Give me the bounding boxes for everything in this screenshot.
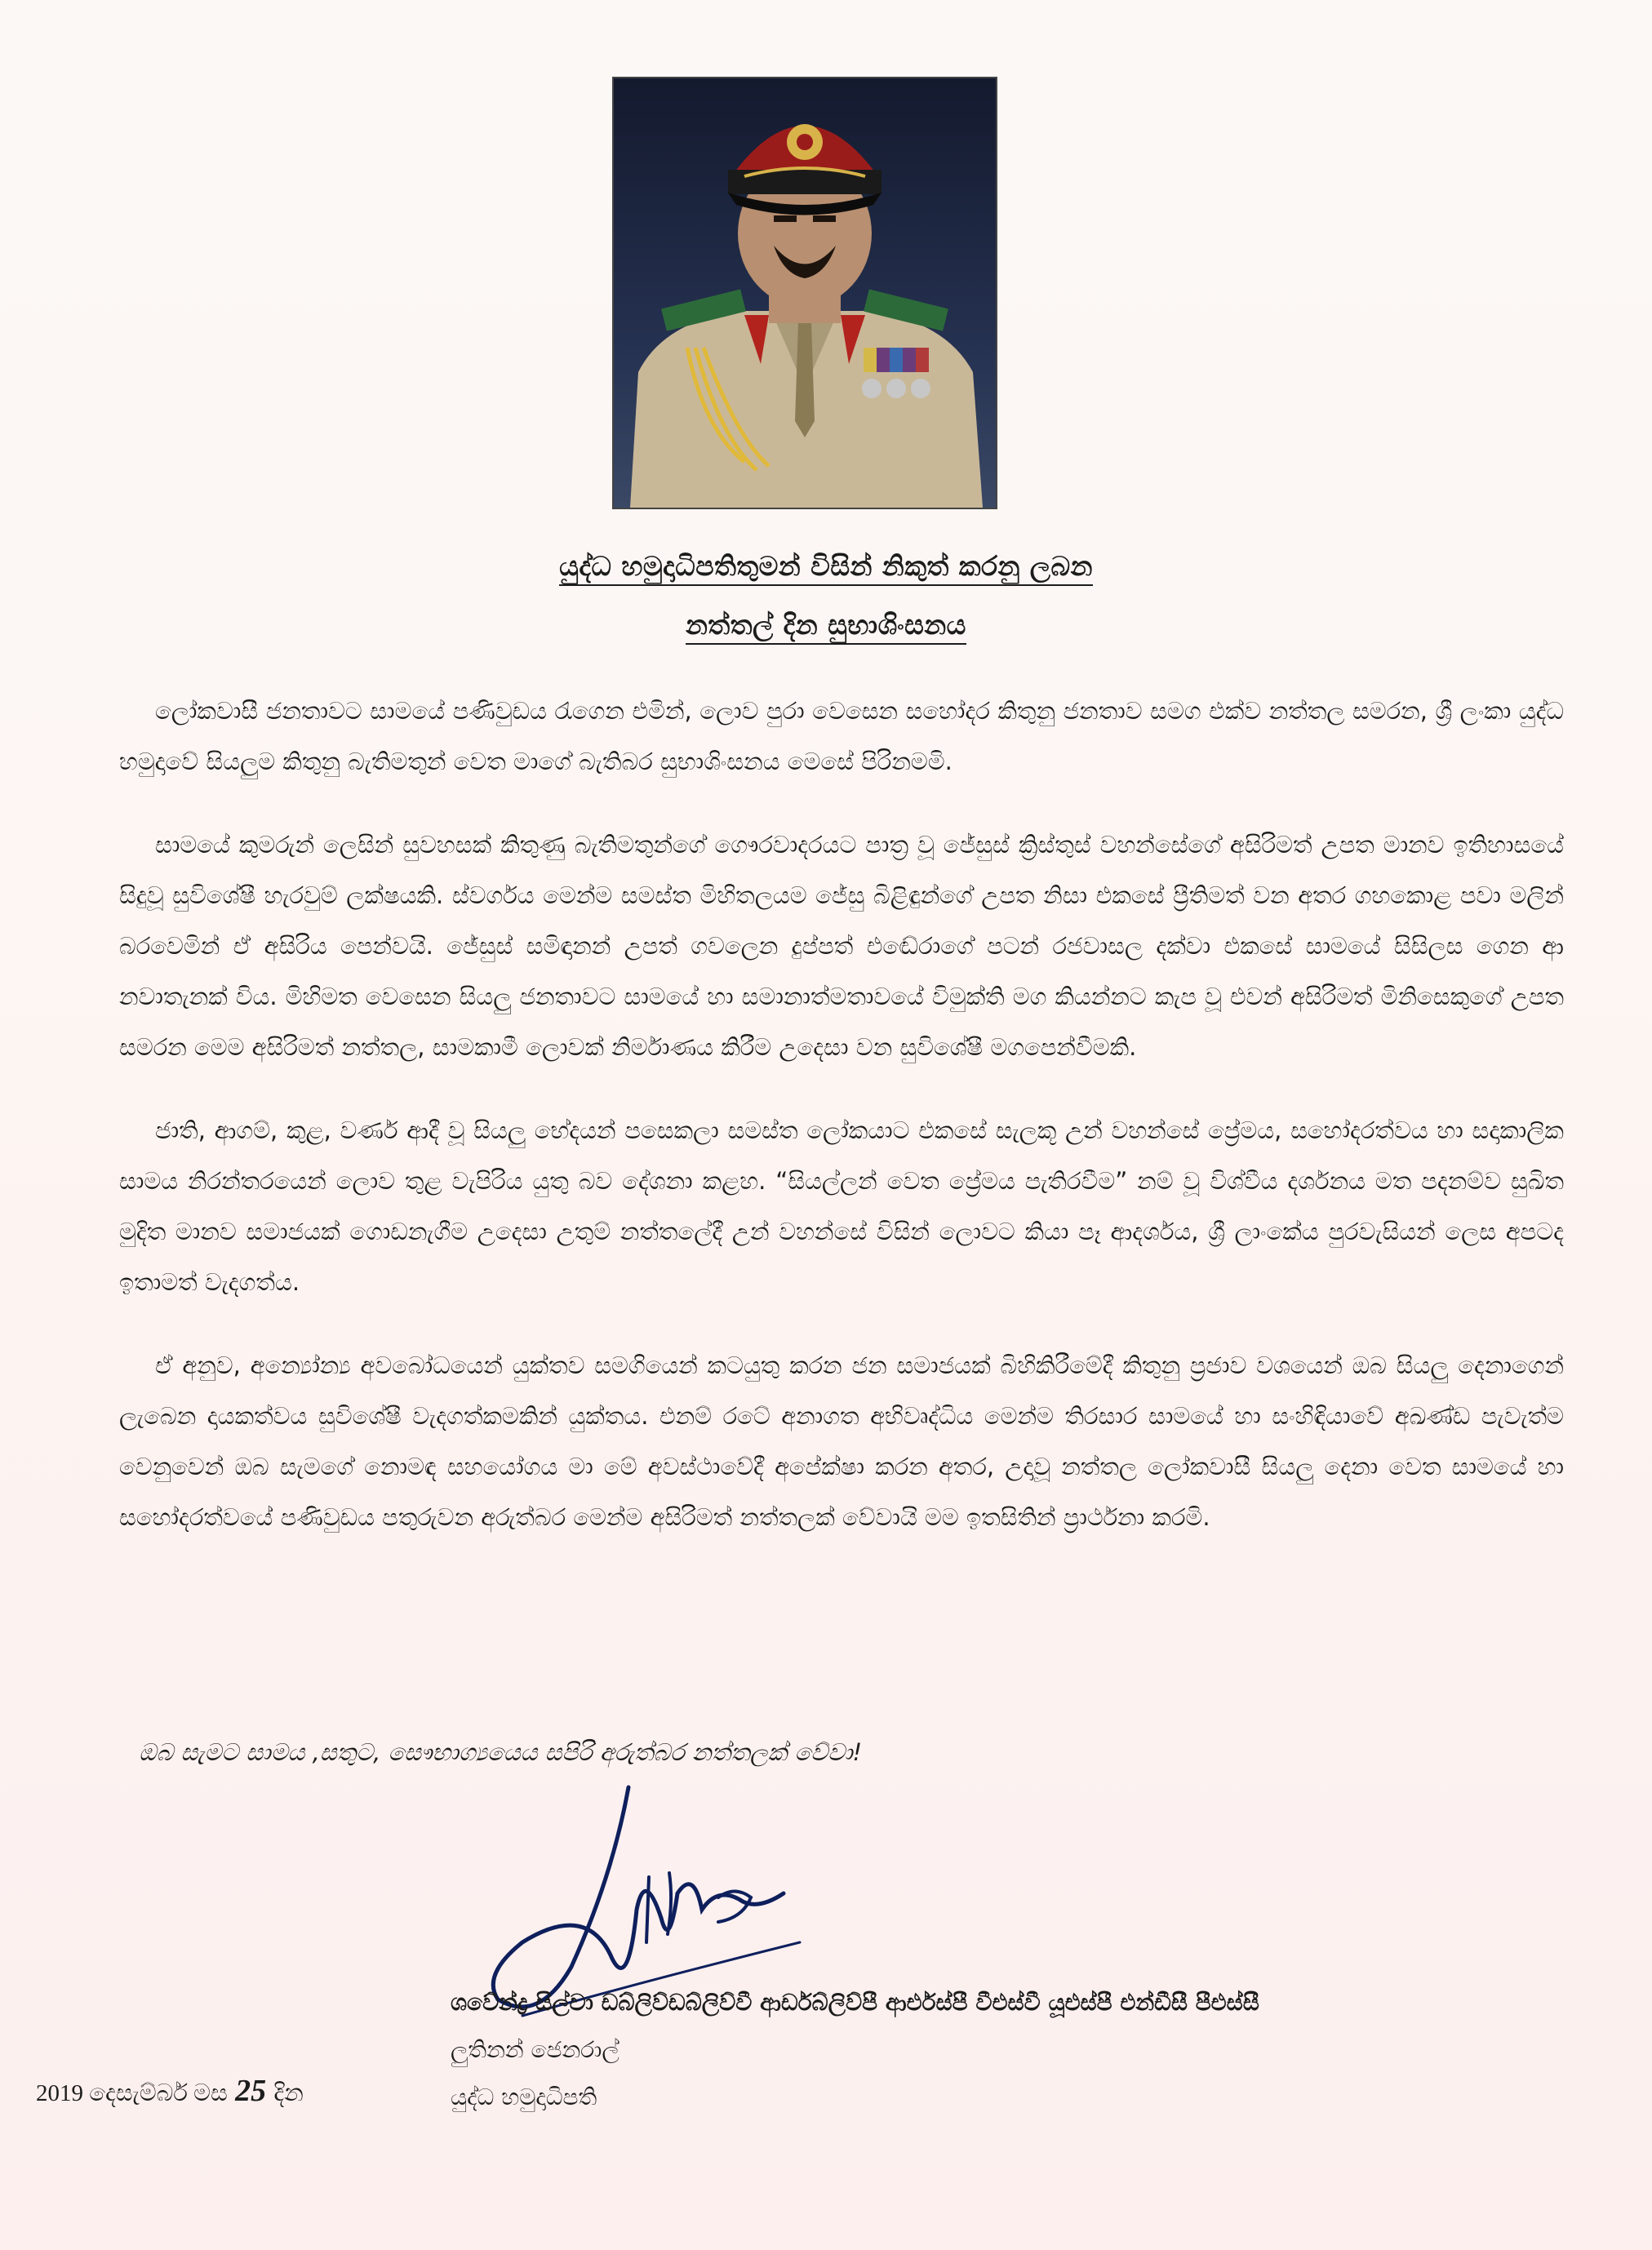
signatory-name: ශවේන්ද්‍ර සිල්වා ඩබ්ලිව්ඩබ්ලිව්වී ආර්ඩබ්ලිව්පී ආර්එස්පී වීඑස්වී යූඑස්පී එන්ඩීසී පීඑස්සී [451, 1989, 1259, 2016]
date-month: දෙසැම්බර් මස [89, 2080, 228, 2106]
letter-body [119, 686, 1564, 1575]
date-suffix: දින [273, 2080, 304, 2106]
portrait-image [614, 78, 996, 508]
paragraph-3: ජාති, ආගම්, කුළ, වර්ණ ආදී වූ සියලු භේදයන් පසෙකලා සමස්ත ලෝකයාට එකසේ සැලකූ උන් වහන්සේ ප්‍රේමය, සහෝදරත්වය හා සදාකාලික සාමය නිරන්තරයෙන් ලොව තුළ වැපිරිය යුතු බව දේශනා කළහ. “සියල්ලන් වෙත ප්‍රේමය පැතිරවීම” නම් වූ විශ්වීය දර්ශනය මත පදනම්ව සුඛිත මුදිත මානව සමාජයක් ගොඩනැගීම උදෙසා උතුම් නත්තලේදී උන් වහන්සේ විසින් ලොවට කියා පෑ ආදර්ශය, ශ්‍රී ලාංකේය පුරවැසියන් ලෙස අපටද ඉතාමත් වැදගත්ය. [119, 1116, 1565, 1296]
paragraph-4: ඒ අනුව, අන්‍යෝන්‍ය අවබෝධයෙන් යුක්තව සමගියෙන් කටයුතු කරන ජන සමාජයක් බිහිකිරීමේදී කිතුනු ප්‍රජාව වශයෙන් ඔබ සියලු දෙනාගෙන් ලැබෙන දායකත්වය සුවිශේෂී වැදගත්කමකින් යුක්තය. එනම් රටේ අනාගත අභිවෘද්ධිය මෙන්ම තිරසාර සාමයේ හා සංහිඳියාවේ අඛණ්ඩ පැවැත්ම වෙනුවෙන් ඔබ සැමගේ නොමඳ සහයෝගය මා මේ අවස්ථාවේදී අපේක්ෂා කරන අතර, උදාවූ නත්තල ලෝකවාසී සියලු දෙනා වෙත සාමයේ හා සහෝදරත්වයේ පණිවුඩය පතුරුවන අරුත්බර මෙන්ම අසිරිමත් නත්තලක් වේවායි මම ඉතසිතින් ප්‍රාර්ථනා කරමි. [119, 1351, 1564, 1531]
letter-title [0, 548, 1652, 666]
paragraph-1: ලෝකවාසී ජනතාවට සාමයේ පණිවුඩය රැගෙන එමින්, ලොව පුරා වෙසෙන සහෝදර කිතුනු ජනතාව සමග එක්ව නත්තල සමරන, ශ්‍රී ලංකා යුද්ධ හමුදාවේ සියලුම කිතුනු බැතිමතුන් වෙත මාගේ බැතිබර සුභාශිංසනය මෙසේ පිරිනමමි. [119, 697, 1564, 775]
letter-date [36, 2073, 304, 2109]
date-day: 25 [235, 2074, 267, 2108]
date-year: 2019 [36, 2080, 83, 2106]
signatory-rank: ලුතිනන් ජෙනරාල් [451, 2036, 620, 2063]
paragraph-2: සාමයේ කුමරුන් ලෙසින් සුවහසක් කිතුණු බැතිමතුන්ගේ ගෞරවාදරයට පාත්‍ර වූ ජේසුස් ක්‍රිස්තුස් වහන්සේගේ අසිරිමත් උපත මානව ඉතිහාසයේ සිදුවූ සුවිශේෂී හැරවුම් ලක්ෂයකි. ස්වර්ගය මෙන්ම සමස්ත මිහිතලයම ජේසු බිළිඳුන්ගේ උපත නිසා එකසේ ප්‍රීතිමත් වන අතර ගහකොළ පවා මලින් බරවෙමින් ඒ අසිරිය පෙන්වයි. ජේසුස් සමිඳානන් උපත් ගවලෙන දුප්පත් එඬේරාගේ පටන් රජවාසල දක්වා එකසේ සාමයේ සිසිලස ගෙන ආ නවාතැනක් විය. මිහිමත වෙසෙන සියලු ජනතාවට සාමයේ හා සමානාත්මතාවයේ විමුක්ති මග කියන්නට කැප වූ එවන් අසිරිමත් මිනිසෙකුගේ උපත සමරන මෙම අසිරිමත් නත්තල, සාමකාමී ලොවක් නිර්මාණය කිරීම උදෙසා වන සුවිශේෂී මගපෙන්වීමකි. [119, 831, 1565, 1061]
signatory-position: යුද්ධ හමුදාධිපති [451, 2084, 597, 2110]
closing-wish: ඔබ සැමට සාමය ,සතුට, සෞභාග්‍යයෙය සපිරි අරුත්බර නත්තලක් වේවා! [139, 1738, 863, 1766]
title-line-2: නත්තල් දින සුභාශිංසනය [686, 607, 966, 645]
signatory-block [451, 1979, 1259, 2121]
title-line-1: යුද්ධ හමුදාධිපතිතුමන් විසින් නිකුත් කරනු ලබන [559, 548, 1093, 586]
commander-portrait [612, 77, 997, 509]
